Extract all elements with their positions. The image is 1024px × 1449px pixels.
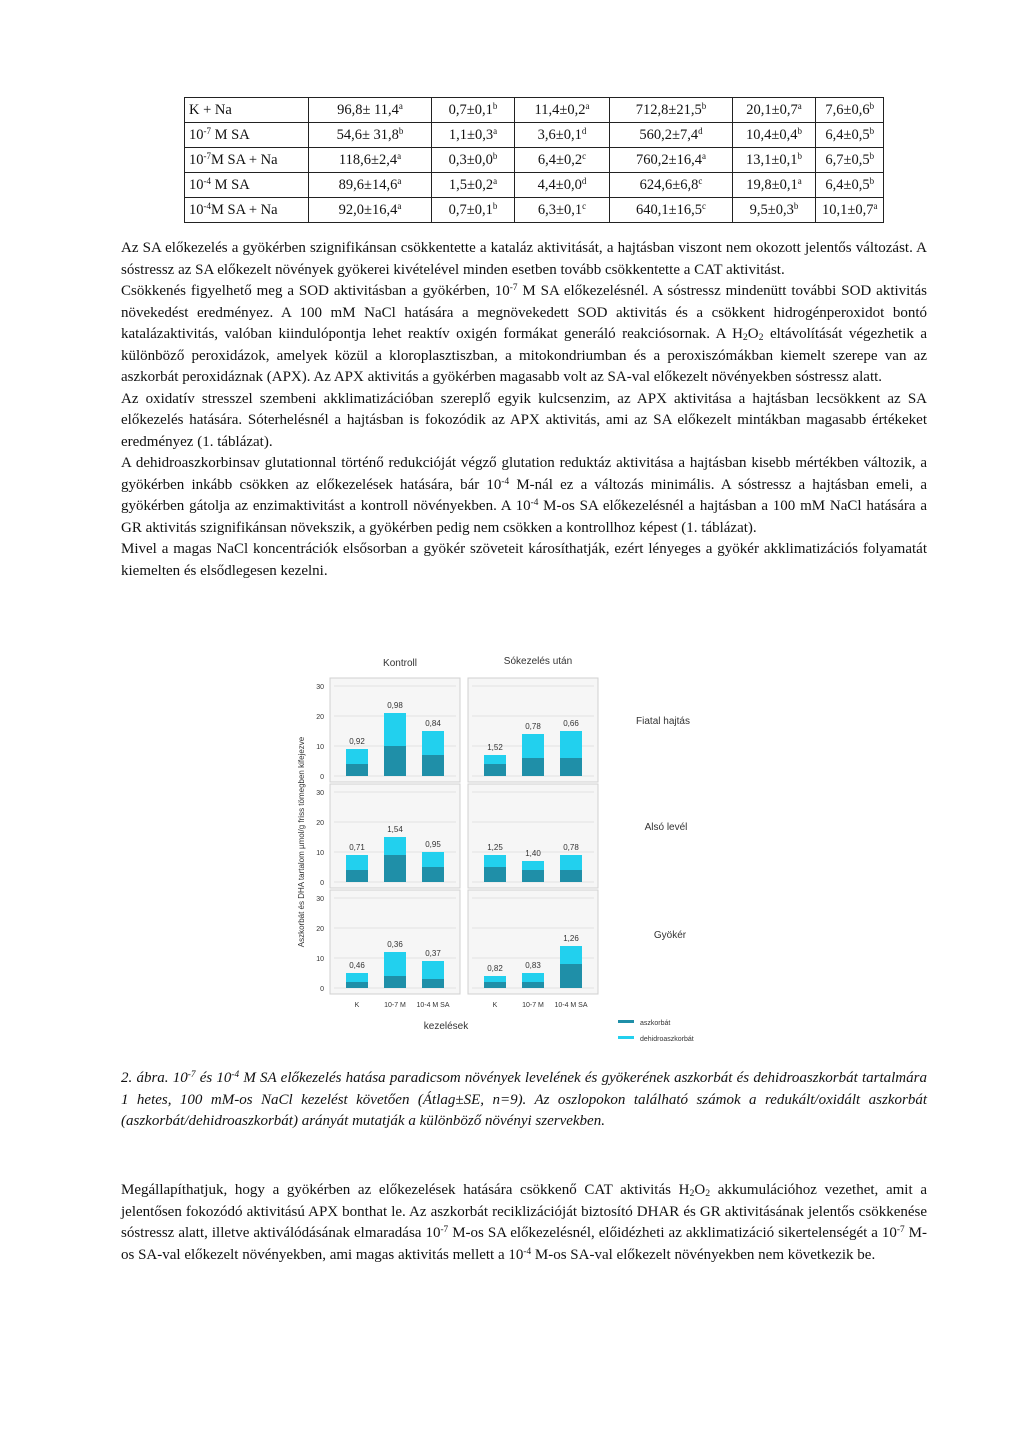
bar-ratio-label: 0,84 bbox=[425, 719, 441, 728]
row-label-exponent: -7 bbox=[203, 125, 211, 136]
table-cell bbox=[816, 123, 884, 148]
cell-significance: d bbox=[698, 125, 703, 136]
table-cell bbox=[610, 123, 733, 148]
table-cell bbox=[309, 173, 432, 198]
row-label-base: 10 bbox=[189, 126, 204, 143]
table-cell bbox=[309, 98, 432, 123]
bar-aszkorbat bbox=[384, 976, 406, 988]
cell-value: 11,4±0,2 bbox=[534, 101, 586, 118]
chart-panel bbox=[468, 678, 598, 782]
paragraph-sod: Csökkenés figyelhető meg a SOD aktivitásban a gyökérben, $10^{-7}$ M SA előkezelésnél. A sóstressz mindenütt további SOD aktivitás növekedést eredményez. A 100 mM NaCl hatására a megnövekedett SOD aktivitás és a csökkent hidrogénperoxidot bontó katalázaktivitás, valóban kiindulópontja lehet reaktív oxigén formákat generáló reakciósornak. A $H_2O_2$ eltávolítását végezhetik a különböző peroxidázok, amelyek közül a kloroplasztiszban, a mitokondriumban és a peroxiszómákban kiemelt szerepe van az aszkorbát peroxidáznak (APX). Az APX aktivitás a gyökérben magasabb volt az SA-val előkezelt növényekben sóstressz alatt. bbox=[121, 282, 927, 385]
bar-aszkorbat bbox=[346, 982, 368, 988]
chart-panel bbox=[316, 784, 460, 888]
table-cell bbox=[610, 198, 733, 223]
cell-value: 7,6±0,6 bbox=[825, 101, 870, 118]
table-row bbox=[185, 173, 884, 198]
table-cell bbox=[816, 173, 884, 198]
cell-value: 624,6±6,8 bbox=[639, 176, 699, 193]
table-cell bbox=[309, 198, 432, 223]
conclusion-text: Megállapíthatjuk, hogy a gyökérben az előkezelések hatására csökkenő CAT aktivitás $H_2O_2$ akkumulációhoz vezethet, amit a jelentősen fokozódó aktivitású APX bonthat le. Az aszkorbát reciklizációját biztosító DHAR és GR aktivitásának jelentős csökkenése sóstressz alatt, illetve aktiválódásának elmaradása $10^{-7}$ M-os SA előkezelésnél, előidézheti az akklimatizáció sikertelenségét a $10^{-7}$ M-os SA-val előkezelt növényekben, ami magas aktivitás mellett a $10^{-4}$ M-os SA-val előkezelt növényekben nem következik be. bbox=[121, 1182, 928, 1263]
bar-aszkorbat bbox=[384, 855, 406, 882]
cell-value: 20,1±0,7 bbox=[746, 101, 798, 118]
cell-value: 6,3±0,1 bbox=[537, 201, 583, 218]
bar-dehidroaszkorbat bbox=[484, 976, 506, 982]
y-tick-label: 30 bbox=[316, 790, 324, 797]
bar-aszkorbat bbox=[484, 867, 506, 882]
results-table bbox=[184, 97, 884, 223]
cell-significance: b bbox=[492, 200, 498, 211]
bar-ratio-label: 0,71 bbox=[349, 843, 365, 852]
bar-dehidroaszkorbat bbox=[346, 749, 368, 764]
row-label-base: 10 bbox=[189, 201, 204, 218]
cell-value: 560,2±7,4 bbox=[639, 126, 699, 143]
bar-aszkorbat bbox=[422, 755, 444, 776]
cell-value: 92,0±16,4 bbox=[338, 201, 398, 218]
panel-title-kontroll: Kontroll bbox=[383, 658, 417, 669]
ascorbate-figure bbox=[290, 642, 740, 1062]
table-cell bbox=[610, 148, 733, 173]
cell-value: 0,3±0,0 bbox=[448, 151, 493, 168]
row-label bbox=[185, 98, 309, 123]
cell-significance: b bbox=[869, 175, 875, 186]
bar-aszkorbat bbox=[384, 746, 406, 776]
row-label-base: 10 bbox=[189, 176, 204, 193]
cell-significance: c bbox=[701, 200, 706, 211]
cell-significance: b bbox=[869, 125, 875, 136]
paragraph-nacl: Mivel a magas NaCl koncentrációk elsősorban a gyökér szöveteit károsíthatják, ezért lényeges a gyökér akklimatizációs folyamatát kiemelten és elsődlegesen kezelni. bbox=[121, 541, 927, 579]
cell-significance: d bbox=[581, 125, 587, 136]
bar-ratio-label: 0,36 bbox=[387, 940, 403, 949]
bar-ratio-label: 1,40 bbox=[525, 849, 541, 858]
cell-value: 13,1±0,1 bbox=[746, 151, 798, 168]
paragraph-gr: A dehidroaszkorbinsav glutationnal történő redukcióját végző glutation reduktáz aktivitása a hajtásban kisebb mértékben változik, a gyökérben inkább csökken az előkezelések hatására, bár $10^{-4}$ M-nál ez a változás minimális. A sóstressz a hajtásban emeli, a gyökérben gátolja az enzimaktivitást a kontroll növényekben. A $10^{-4}$ M-os SA előkezelésnél a hajtásban a 100 mM NaCl hatására a GR aktivitás szignifikánsan növekszik, a gyökérben pedig nem csökken a kontrollhoz képest (1. táblázat). bbox=[121, 455, 928, 536]
cell-significance: d bbox=[581, 175, 587, 186]
cell-significance: a bbox=[397, 200, 402, 211]
row-label-rest: M SA bbox=[210, 126, 250, 143]
bar-aszkorbat bbox=[522, 870, 544, 882]
row-label bbox=[185, 123, 309, 148]
bar-dehidroaszkorbat bbox=[484, 755, 506, 764]
table-row bbox=[185, 98, 884, 123]
bar-ratio-label: 0,46 bbox=[349, 961, 365, 970]
table-cell bbox=[432, 148, 515, 173]
table-cell bbox=[515, 123, 610, 148]
bar-aszkorbat bbox=[422, 979, 444, 988]
table-cell bbox=[309, 123, 432, 148]
table-cell bbox=[816, 148, 884, 173]
cell-significance: b bbox=[797, 150, 802, 161]
cell-significance: a bbox=[701, 150, 706, 161]
table-cell bbox=[432, 98, 515, 123]
cell-value: 54,6± 31,8 bbox=[336, 126, 399, 143]
bar-dehidroaszkorbat bbox=[384, 713, 406, 746]
cell-significance: b bbox=[797, 125, 802, 136]
body-text bbox=[121, 238, 927, 582]
row-label-text: K + Na bbox=[189, 101, 232, 118]
cell-significance: b bbox=[793, 200, 799, 211]
bar-dehidroaszkorbat bbox=[422, 961, 444, 979]
bar-ratio-label: 0,92 bbox=[349, 737, 365, 746]
chart-panel bbox=[316, 678, 460, 782]
bar-aszkorbat bbox=[422, 867, 444, 882]
bar-ratio-label: 0,82 bbox=[487, 964, 503, 973]
bar-dehidroaszkorbat bbox=[560, 946, 582, 964]
cell-value: 760,2±16,4 bbox=[636, 151, 702, 168]
bar-dehidroaszkorbat bbox=[422, 852, 444, 867]
y-axis-label: Aszkorbát és DHA tartalom µmol/g friss tömegben kifejezve bbox=[297, 736, 306, 948]
bar-dehidroaszkorbat bbox=[522, 734, 544, 758]
y-tick-label: 10 bbox=[316, 956, 324, 963]
cell-significance: b bbox=[398, 125, 404, 136]
cell-value: 6,7±0,5 bbox=[825, 151, 870, 168]
chart-panel bbox=[316, 890, 460, 1009]
cell-significance: a bbox=[397, 175, 402, 186]
y-tick-label: 20 bbox=[316, 820, 324, 827]
paragraph-cat: Az SA előkezelés a gyökérben szignifikánsan csökkentette a kataláz aktivitását, a hajtásban viszont nem okozott jelentős változást. A sóstressz az SA előkezelt növények gyökerei kivételével minden esetben tovább csökkentette a CAT aktivitást. bbox=[121, 240, 927, 278]
cell-value: 4,4±0,0 bbox=[537, 176, 582, 193]
y-tick-label: 30 bbox=[316, 684, 324, 691]
cell-value: 1,1±0,3 bbox=[448, 126, 494, 143]
legend-label-dehidroaszkorbat: dehidroaszkorbát bbox=[640, 1036, 694, 1043]
bar-ratio-label: 0,37 bbox=[425, 949, 441, 958]
bar-ratio-label: 1,52 bbox=[487, 743, 503, 752]
cell-significance: a bbox=[493, 125, 498, 136]
cell-value: 96,8± 11,4 bbox=[337, 101, 399, 118]
cell-significance: a bbox=[797, 100, 802, 111]
cell-value: 19,8±0,1 bbox=[746, 176, 798, 193]
paragraph-apx: Az oxidatív stresszel szembeni akklimatizációban szereplő egyik kulcsenzim, az APX aktivitása a hajtásban lecsökkent az SA előkezelés hatására. Sóterhelésnél a hajtásban is fokozódik az APX aktivitás, ami az SA előkezelt mintákban magasabb értékeket eredményez (1. táblázat). bbox=[121, 390, 927, 450]
y-tick-label: 10 bbox=[316, 850, 324, 857]
bar-aszkorbat bbox=[560, 870, 582, 882]
cell-significance: b bbox=[492, 100, 498, 111]
cell-value: 712,8±21,5 bbox=[635, 101, 702, 118]
table-cell bbox=[432, 198, 515, 223]
table-cell bbox=[432, 123, 515, 148]
cell-significance: c bbox=[698, 175, 703, 186]
y-tick-label: 0 bbox=[320, 880, 324, 887]
row-label-exponent: -4 bbox=[203, 200, 211, 211]
x-category-label: 10-4 M SA bbox=[554, 1002, 588, 1009]
bar-dehidroaszkorbat bbox=[484, 855, 506, 867]
bar-aszkorbat bbox=[522, 758, 544, 776]
cell-value: 118,6±2,4 bbox=[338, 151, 398, 168]
cell-significance: c bbox=[582, 200, 587, 211]
cell-value: 89,6±14,6 bbox=[338, 176, 398, 193]
table-cell bbox=[733, 98, 816, 123]
bar-dehidroaszkorbat bbox=[522, 973, 544, 982]
bar-dehidroaszkorbat bbox=[422, 731, 444, 755]
bar-aszkorbat bbox=[484, 982, 506, 988]
cell-value: 640,1±16,5 bbox=[636, 201, 702, 218]
legend-swatch-dehidroaszkorbat bbox=[618, 1036, 634, 1039]
cell-significance: c bbox=[582, 150, 587, 161]
legend-swatch-aszkorbat bbox=[618, 1020, 634, 1023]
cell-significance: a bbox=[873, 200, 878, 211]
x-category-label: 10-7 M bbox=[384, 1002, 406, 1009]
table-cell bbox=[309, 148, 432, 173]
cell-significance: a bbox=[397, 150, 402, 161]
bar-dehidroaszkorbat bbox=[384, 837, 406, 855]
row-title-gyoker: Gyökér bbox=[653, 930, 687, 941]
row-label-rest: M SA bbox=[210, 176, 250, 193]
cell-value: 6,4±0,2 bbox=[537, 151, 583, 168]
row-label bbox=[185, 198, 309, 223]
bar-ratio-label: 1,25 bbox=[487, 843, 503, 852]
table-cell bbox=[610, 173, 733, 198]
panel-title-sokezeles: Sókezelés után bbox=[503, 656, 573, 667]
table-cell bbox=[432, 173, 515, 198]
x-category-label: K bbox=[492, 1002, 498, 1009]
chart-panel bbox=[468, 784, 598, 888]
bar-dehidroaszkorbat bbox=[560, 855, 582, 870]
cell-value: 6,4±0,5 bbox=[825, 126, 870, 143]
table-cell bbox=[610, 98, 733, 123]
table-cell bbox=[733, 173, 816, 198]
chart-panel bbox=[468, 890, 598, 1009]
figure-caption: 2. ábra. $10^{-7}$ és $10^{-4}$ M SA előkezelés hatása paradicsom növények levelének és gyökerének aszkorbát és dehidroaszkorbát tartalmára 1 hetes, 100 mM-os NaCl kezelést követően (Átlag±SE, n=9). Az oszlopokon található számok a redukált/oxidált aszkorbát (aszkorbát/dehidroaszkorbát) arányát mutatják a különböző növényi szervekben. bbox=[121, 1069, 927, 1129]
bar-ratio-label: 0,95 bbox=[425, 840, 441, 849]
table-cell bbox=[515, 98, 610, 123]
cell-significance: a bbox=[585, 100, 590, 111]
bar-dehidroaszkorbat bbox=[346, 855, 368, 870]
x-axis-label: kezelések bbox=[423, 1021, 469, 1032]
x-category-label: 10-7 M bbox=[522, 1002, 544, 1009]
row-title-also-level: Alsó levél bbox=[644, 822, 688, 833]
bar-ratio-label: 0,78 bbox=[563, 843, 579, 852]
row-label bbox=[185, 173, 309, 198]
y-tick-label: 0 bbox=[320, 774, 324, 781]
bar-aszkorbat bbox=[484, 764, 506, 776]
table-cell bbox=[733, 148, 816, 173]
table-cell bbox=[733, 198, 816, 223]
bar-dehidroaszkorbat bbox=[560, 731, 582, 758]
cell-value: 10,4±0,4 bbox=[746, 126, 798, 143]
y-tick-label: 20 bbox=[316, 714, 324, 721]
table-row bbox=[185, 148, 884, 173]
y-tick-label: 30 bbox=[316, 896, 324, 903]
cell-significance: a bbox=[797, 175, 802, 186]
table-cell bbox=[733, 123, 816, 148]
row-label-base: 10 bbox=[189, 151, 204, 168]
cell-significance: b bbox=[701, 100, 707, 111]
bar-dehidroaszkorbat bbox=[522, 861, 544, 870]
bar-aszkorbat bbox=[346, 870, 368, 882]
cell-value: 9,5±0,3 bbox=[749, 201, 794, 218]
x-category-label: 10-4 M SA bbox=[416, 1002, 450, 1009]
bar-ratio-label: 0,83 bbox=[525, 961, 541, 970]
row-label-exponent: -4 bbox=[203, 175, 211, 186]
table-cell bbox=[515, 173, 610, 198]
row-label-exponent: -7 bbox=[203, 150, 211, 161]
table-row bbox=[185, 123, 884, 148]
legend-label-aszkorbat: aszkorbát bbox=[640, 1020, 671, 1027]
bar-ratio-label: 1,54 bbox=[387, 825, 403, 834]
cell-significance: b bbox=[492, 150, 498, 161]
cell-value: 0,7±0,1 bbox=[448, 201, 493, 218]
bar-ratio-label: 0,78 bbox=[525, 722, 541, 731]
bar-dehidroaszkorbat bbox=[346, 973, 368, 982]
bar-ratio-label: 1,26 bbox=[563, 934, 579, 943]
results-table-body bbox=[185, 98, 884, 223]
bar-ratio-label: 0,98 bbox=[387, 701, 403, 710]
cell-value: 0,7±0,1 bbox=[448, 101, 493, 118]
table-cell bbox=[515, 198, 610, 223]
row-label-rest: M SA + Na bbox=[210, 201, 278, 218]
cell-value: 1,5±0,2 bbox=[448, 176, 494, 193]
bar-aszkorbat bbox=[560, 964, 582, 988]
cell-significance: b bbox=[869, 150, 875, 161]
bar-aszkorbat bbox=[560, 758, 582, 776]
row-label-rest: M SA + Na bbox=[210, 151, 278, 168]
chart-panels bbox=[316, 678, 598, 1009]
row-title-fiatal-hajtas: Fiatal hajtás bbox=[636, 716, 690, 727]
cell-significance: b bbox=[869, 100, 875, 111]
cell-value: 3,6±0,1 bbox=[537, 126, 582, 143]
bar-aszkorbat bbox=[522, 982, 544, 988]
cell-significance: a bbox=[398, 100, 403, 111]
bar-aszkorbat bbox=[346, 764, 368, 776]
row-label bbox=[185, 148, 309, 173]
table-row bbox=[185, 198, 884, 223]
y-tick-label: 10 bbox=[316, 744, 324, 751]
y-tick-label: 20 bbox=[316, 926, 324, 933]
table-cell bbox=[816, 98, 884, 123]
cell-value: 10,1±0,7 bbox=[822, 201, 874, 218]
table-cell bbox=[515, 148, 610, 173]
table-cell bbox=[816, 198, 884, 223]
cell-value: 6,4±0,5 bbox=[825, 176, 870, 193]
x-category-label: K bbox=[354, 1002, 360, 1009]
bar-dehidroaszkorbat bbox=[384, 952, 406, 976]
bar-ratio-label: 0,66 bbox=[563, 719, 579, 728]
cell-significance: a bbox=[493, 175, 498, 186]
y-tick-label: 0 bbox=[320, 986, 324, 993]
